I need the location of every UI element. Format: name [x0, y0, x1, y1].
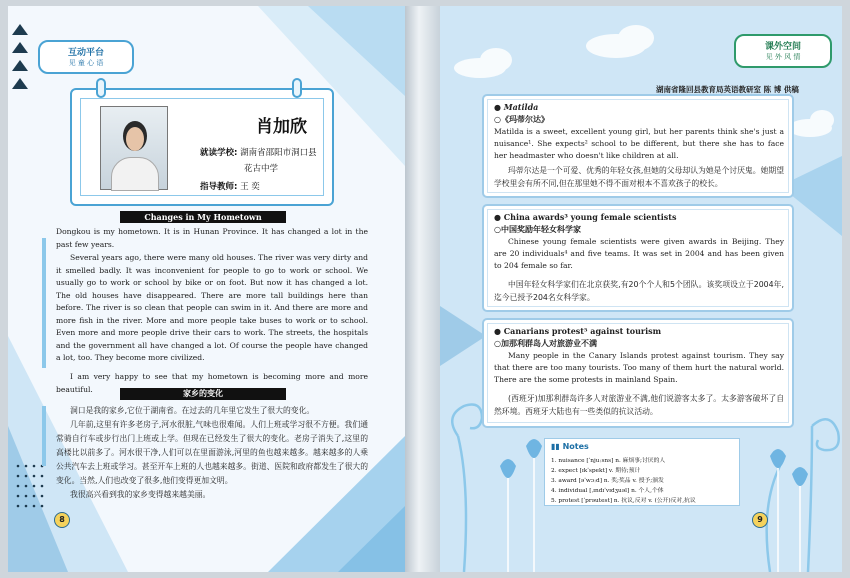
notes-icon: ▮▮: [551, 442, 560, 451]
article-chinese: 玛蒂尔达是一个可爱、优秀的年轻女孩,但她的父母却认为她是个讨厌鬼。她期望学校里会有所不同,但在那里她不得不面对根本不喜欢孩子的校长。: [494, 166, 784, 188]
clip-icon: [292, 78, 302, 98]
triangle-icon: [12, 42, 28, 53]
article-headline: ● Canarians protest⁵ against tourism: [494, 326, 662, 336]
article-box: [482, 204, 794, 312]
chinese-paragraph-3: 我很高兴看到我的家乡变得越来越美丽。: [70, 490, 211, 499]
clip-icon: [96, 78, 106, 98]
article-box: [482, 94, 794, 198]
english-title: Changes in My Hometown: [120, 211, 286, 223]
article-box: [482, 318, 794, 428]
chinese-paragraph-1: 洞口是我的家乡,它位于湖南省。在过去的几年里它发生了很大的变化。: [70, 406, 315, 415]
badge-subtitle: 见 童 心 语: [68, 59, 104, 67]
note-item: 4. individual [ˌɪndɪˈvɪdʒuəl] n. 个人,个体: [551, 488, 664, 494]
note-item: 5. protest [ˈprəutest] n. 抗议,反对 v. (公开)反对,抗议: [551, 498, 696, 504]
english-paragraph-2: Several years ago, there were many old houses. The river was very dirty and it smelled badly. It was inconvenient for people to go to work or school. We usually go to work or school by bike or on foot. But now it has changed a lot. The old houses have disappeared. There are more tall buildings here than before. The river is so clean that people can swim in it. And there are more and more fish in the river. More and more people take buses to work or to school. Even more and more people drive their cars to work. The streets, the hospitals and the government all have changed a lot. Of course the people have changed a lot, too. They become more civilized.: [56, 253, 368, 362]
badge-title: 互动平台: [67, 48, 104, 58]
student-name: 肖加欣: [256, 117, 307, 137]
note-item: 2. expect [ɪkˈspekt] v. 期待;预计: [551, 468, 641, 474]
article-english: Matilda is a sweet, excellent young girl, but her parents think she's just a nuisance¹. She expects² school to be different, but there she has to face her headmaster who doesn't like children at all.: [494, 127, 784, 160]
section-badge: [734, 34, 832, 68]
profile-card: [70, 88, 334, 206]
badge-subtitle: 见 外 风 情: [765, 53, 801, 61]
article-english: Many people in the Canary Islands protest against tourism. They say that there are too many tourists. Too many of them hurt the natural world. There are the some protests in mainland Spain.: [494, 351, 784, 384]
right-page: [440, 6, 842, 572]
notes-box: [544, 438, 740, 506]
notes-title: ▮▮ Notes: [551, 442, 589, 451]
article-cn-headline: ○《玛蒂尔达》: [494, 115, 549, 124]
note-item: 3. award [əˈwɔːd] n. 奖;奖品 v. 授予;颁发: [551, 478, 664, 484]
article-cn-headline: ○加那利群岛人对旅游业不满: [494, 339, 597, 348]
school-label: 就读学校:: [200, 148, 238, 158]
english-paragraph-3: I am very happy to see that my hometown is becoming more and more beautiful.: [56, 372, 368, 394]
page-number: 9: [752, 512, 768, 528]
side-accent: [42, 238, 46, 368]
left-page: [8, 6, 405, 572]
article-headline: ● Matilda: [494, 102, 539, 112]
credit-line: 湖南省隆回县教育局英语教研室 陈 博 供稿: [656, 85, 799, 94]
article-headline: ● China awards³ young female scientists: [494, 212, 677, 222]
book-gutter: [405, 6, 440, 572]
teacher-value: 王 奕: [240, 182, 260, 192]
section-badge: [38, 40, 134, 74]
article-chinese: (西班牙)加那利群岛许多人对旅游业不满,他们说游客太多了。太多游客破坏了自然环境。西班牙大陆也有一些类似的抗议活动。: [494, 394, 784, 416]
triangle-icon: [12, 60, 28, 71]
student-photo: [100, 106, 168, 190]
article-chinese: 中国年轻女科学家们在北京获奖,有20个个人和5个团队。该奖项设立于2004年,迄今已授予204名女科学家。: [494, 280, 784, 302]
teacher-label: 指导教师:: [200, 182, 238, 192]
badge-title: 课外空间: [764, 42, 801, 52]
note-item: 1. nuisance [ˈnjuːsns] n. 麻烦事;讨厌的人: [551, 458, 666, 464]
side-accent: [42, 406, 46, 466]
triangle-icon: [12, 24, 28, 35]
article-english: Chinese young female scientists were given awards in Beijing. They are 20 individuals⁴ and five teams. It was set in 2004 and has been given to 204 female so far.: [494, 237, 784, 270]
chinese-title: 家乡的变化: [120, 388, 286, 400]
school-value: 湖南省邵阳市洞口县: [240, 148, 317, 158]
school-value-2: 花古中学: [244, 164, 279, 174]
triangle-icon: [12, 78, 28, 89]
page-number: 8: [54, 512, 70, 528]
chinese-paragraph-2: 几年前,这里有许多老房子,河水很脏,气味也很难闻。人们上班或学习很不方便。我们通常骑自行车或步行出门上班或上学。但现在已经发生了很大的变化。老房子消失了,这里的高楼比以前多了。河水很干净,人们可以在里面游泳,河里的鱼也越来越多。越来越多的人乘公共汽车去上班或学习。甚至开车上班的人也越来越多。街道、医院和政府都发生了很大的变化。当然,人们也改变了很多,他们变得更加文明。: [56, 420, 368, 485]
english-paragraph-1: Dongkou is my hometown. It is in Hunan Province. It has changed a lot in the past few years.: [56, 227, 368, 249]
article-cn-headline: ○中国奖励年轻女科学家: [494, 225, 581, 234]
